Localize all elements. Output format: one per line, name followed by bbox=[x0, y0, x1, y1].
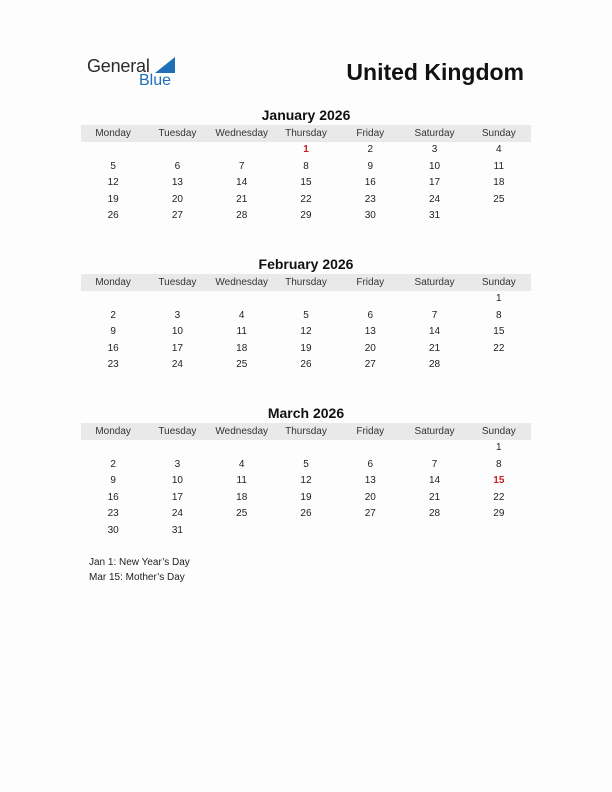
day-cell: 4 bbox=[238, 458, 245, 470]
day-cell: 26 bbox=[107, 210, 119, 222]
holiday-day-cell: 15 bbox=[493, 475, 505, 487]
day-cell: 9 bbox=[110, 326, 116, 338]
day-cell: 22 bbox=[493, 342, 505, 354]
week-row bbox=[81, 291, 531, 308]
day-cell: 13 bbox=[171, 177, 183, 189]
day-cell: 12 bbox=[300, 475, 312, 487]
day-cell: 20 bbox=[171, 193, 183, 205]
day-cell: 24 bbox=[171, 359, 183, 371]
weekday-header: Friday bbox=[356, 277, 385, 288]
weekday-header: Sunday bbox=[481, 426, 516, 437]
month-calendar-january bbox=[81, 107, 531, 225]
day-cell: 12 bbox=[300, 326, 312, 338]
day-cell: 7 bbox=[431, 309, 438, 321]
day-cell bbox=[274, 291, 338, 308]
day-cell bbox=[274, 523, 338, 540]
day-cell: 11 bbox=[236, 326, 247, 338]
day-cell: 5 bbox=[110, 160, 116, 172]
day-cell: 21 bbox=[236, 193, 248, 205]
weekday-header: Wednesday bbox=[215, 277, 269, 288]
day-cell: 23 bbox=[107, 508, 119, 520]
day-cell: 30 bbox=[364, 210, 376, 222]
day-cell bbox=[467, 357, 531, 374]
weekday-header: Saturday bbox=[414, 277, 455, 288]
day-cell: 7 bbox=[431, 458, 438, 470]
day-cell bbox=[467, 208, 531, 225]
day-cell: 21 bbox=[428, 491, 441, 503]
week-row bbox=[81, 523, 531, 540]
weekday-header: Saturday bbox=[414, 426, 455, 437]
day-cell: 1 bbox=[496, 293, 502, 304]
weekday-header: Thursday bbox=[285, 277, 327, 288]
day-cell: 13 bbox=[364, 326, 376, 338]
day-cell: 2 bbox=[367, 144, 374, 155]
day-cell: 19 bbox=[107, 193, 119, 205]
day-cell: 25 bbox=[236, 508, 248, 520]
weekday-header: Tuesday bbox=[158, 426, 197, 437]
weekday-header: Monday bbox=[95, 128, 131, 139]
holiday-note: Jan 1: New Year’s Day bbox=[89, 557, 190, 568]
day-cell bbox=[210, 291, 274, 308]
day-cell bbox=[210, 440, 274, 457]
day-cell bbox=[467, 523, 531, 540]
logo-text-blue: Blue bbox=[139, 72, 172, 89]
day-cell: 18 bbox=[236, 491, 248, 503]
week-row bbox=[81, 473, 531, 490]
day-cell: 15 bbox=[493, 326, 505, 338]
weekday-header: Friday bbox=[356, 128, 385, 139]
day-cell: 9 bbox=[367, 160, 374, 172]
week-row bbox=[81, 357, 531, 374]
day-cell bbox=[338, 291, 402, 308]
day-cell: 26 bbox=[300, 508, 312, 520]
day-cell: 18 bbox=[493, 177, 505, 189]
day-cell: 27 bbox=[364, 359, 376, 371]
weekday-header-row bbox=[81, 274, 531, 291]
week-row bbox=[81, 208, 531, 225]
holiday-note: Mar 15: Mother’s Day bbox=[89, 571, 185, 583]
day-cell: 11 bbox=[493, 160, 505, 172]
day-cell: 4 bbox=[496, 144, 502, 155]
weekday-header: Monday bbox=[95, 277, 131, 288]
generalblue-logo bbox=[87, 56, 187, 92]
day-cell: 24 bbox=[428, 193, 441, 205]
holiday-day-cell: 1 bbox=[303, 144, 309, 155]
week-row bbox=[81, 192, 531, 209]
day-cell: 28 bbox=[236, 210, 248, 222]
week-row bbox=[81, 175, 531, 192]
day-cell: 13 bbox=[364, 475, 376, 487]
day-cell: 17 bbox=[171, 491, 183, 503]
week-row bbox=[81, 308, 531, 325]
weekday-header: Wednesday bbox=[215, 128, 269, 139]
weekday-header: Friday bbox=[356, 426, 385, 437]
day-cell: 10 bbox=[171, 326, 183, 338]
weekday-header: Thursday bbox=[285, 426, 327, 437]
week-row bbox=[81, 440, 531, 457]
day-cell: 7 bbox=[238, 160, 245, 172]
day-cell: 14 bbox=[236, 177, 248, 189]
day-cell: 4 bbox=[238, 309, 245, 321]
day-cell: 6 bbox=[174, 160, 181, 172]
day-cell: 17 bbox=[171, 342, 183, 354]
day-cell: 14 bbox=[428, 475, 441, 487]
day-cell: 14 bbox=[428, 326, 441, 338]
day-cell: 27 bbox=[364, 508, 376, 520]
day-cell bbox=[145, 440, 209, 457]
day-cell bbox=[81, 291, 145, 308]
day-cell: 25 bbox=[236, 359, 248, 371]
day-cell: 22 bbox=[493, 491, 505, 503]
logo-triangle-icon bbox=[155, 57, 175, 73]
weekday-header: Wednesday bbox=[215, 426, 269, 437]
day-cell: 6 bbox=[367, 458, 374, 470]
week-row bbox=[81, 142, 531, 159]
day-cell: 12 bbox=[107, 177, 119, 189]
day-cell: 10 bbox=[171, 475, 183, 487]
week-row bbox=[81, 457, 531, 474]
day-cell: 5 bbox=[303, 458, 309, 470]
weekday-header: Thursday bbox=[285, 128, 327, 139]
day-cell: 29 bbox=[300, 210, 312, 222]
day-cell: 11 bbox=[236, 475, 247, 487]
day-cell bbox=[81, 440, 145, 457]
day-cell: 24 bbox=[171, 508, 183, 520]
day-cell bbox=[81, 142, 145, 159]
day-cell: 29 bbox=[493, 508, 505, 520]
month-calendar-march bbox=[81, 405, 531, 540]
weekday-header: Tuesday bbox=[158, 128, 197, 139]
day-cell: 5 bbox=[303, 309, 309, 321]
day-cell: 3 bbox=[174, 309, 181, 321]
day-cell: 22 bbox=[300, 193, 312, 205]
week-row bbox=[81, 490, 531, 507]
day-cell bbox=[145, 291, 209, 308]
weekday-header: Saturday bbox=[414, 128, 455, 139]
day-cell bbox=[145, 142, 209, 159]
day-cell: 20 bbox=[364, 491, 376, 503]
holiday-notes bbox=[89, 556, 190, 585]
day-cell: 20 bbox=[364, 342, 376, 354]
day-cell: 16 bbox=[364, 177, 376, 189]
week-row bbox=[81, 506, 531, 523]
day-cell bbox=[402, 440, 466, 457]
day-cell: 10 bbox=[428, 160, 441, 172]
day-cell: 27 bbox=[171, 210, 183, 222]
day-cell: 25 bbox=[493, 193, 505, 205]
day-cell: 26 bbox=[300, 359, 312, 371]
day-cell: 9 bbox=[110, 475, 116, 487]
week-row bbox=[81, 159, 531, 176]
day-cell bbox=[338, 523, 402, 540]
day-cell: 17 bbox=[428, 177, 441, 189]
day-cell: 1 bbox=[496, 442, 502, 453]
day-cell: 16 bbox=[107, 491, 119, 503]
weekday-header: Sunday bbox=[481, 277, 516, 288]
day-cell: 18 bbox=[236, 342, 248, 354]
day-cell: 19 bbox=[300, 342, 312, 354]
logo-text-general: General bbox=[87, 56, 150, 76]
day-cell: 30 bbox=[107, 524, 119, 536]
day-cell bbox=[338, 440, 402, 457]
weekday-header: Monday bbox=[95, 426, 131, 437]
day-cell: 2 bbox=[110, 458, 116, 470]
month-title: January 2026 bbox=[261, 107, 351, 123]
weekday-header: Tuesday bbox=[158, 277, 197, 288]
day-cell: 23 bbox=[107, 359, 119, 371]
day-cell bbox=[210, 523, 274, 540]
month-title: February 2026 bbox=[258, 256, 354, 272]
week-row bbox=[81, 324, 531, 341]
day-cell: 2 bbox=[110, 309, 116, 321]
day-cell: 3 bbox=[431, 144, 438, 155]
day-cell: 21 bbox=[428, 342, 441, 354]
day-cell: 23 bbox=[364, 193, 376, 205]
day-cell: 8 bbox=[496, 309, 502, 321]
weekday-header: Sunday bbox=[481, 128, 516, 139]
month-calendar-february bbox=[81, 256, 531, 374]
day-cell: 31 bbox=[171, 524, 183, 536]
day-cell: 8 bbox=[303, 160, 309, 172]
day-cell: 15 bbox=[300, 177, 312, 189]
day-cell bbox=[402, 523, 466, 540]
day-cell: 28 bbox=[428, 508, 441, 520]
day-cell: 31 bbox=[428, 210, 441, 222]
day-cell bbox=[402, 291, 466, 308]
day-cell: 6 bbox=[367, 309, 374, 321]
month-title: March 2026 bbox=[267, 405, 345, 421]
day-cell: 3 bbox=[174, 458, 181, 470]
country-title: United Kingdom bbox=[346, 59, 524, 85]
day-cell: 19 bbox=[300, 491, 312, 503]
day-cell: 8 bbox=[496, 458, 502, 470]
weekday-header-row bbox=[81, 125, 531, 142]
weekday-header-row bbox=[81, 423, 531, 440]
day-cell bbox=[274, 440, 338, 457]
day-cell: 16 bbox=[107, 342, 119, 354]
day-cell bbox=[210, 142, 274, 159]
day-cell: 28 bbox=[428, 359, 441, 371]
week-row bbox=[81, 341, 531, 358]
